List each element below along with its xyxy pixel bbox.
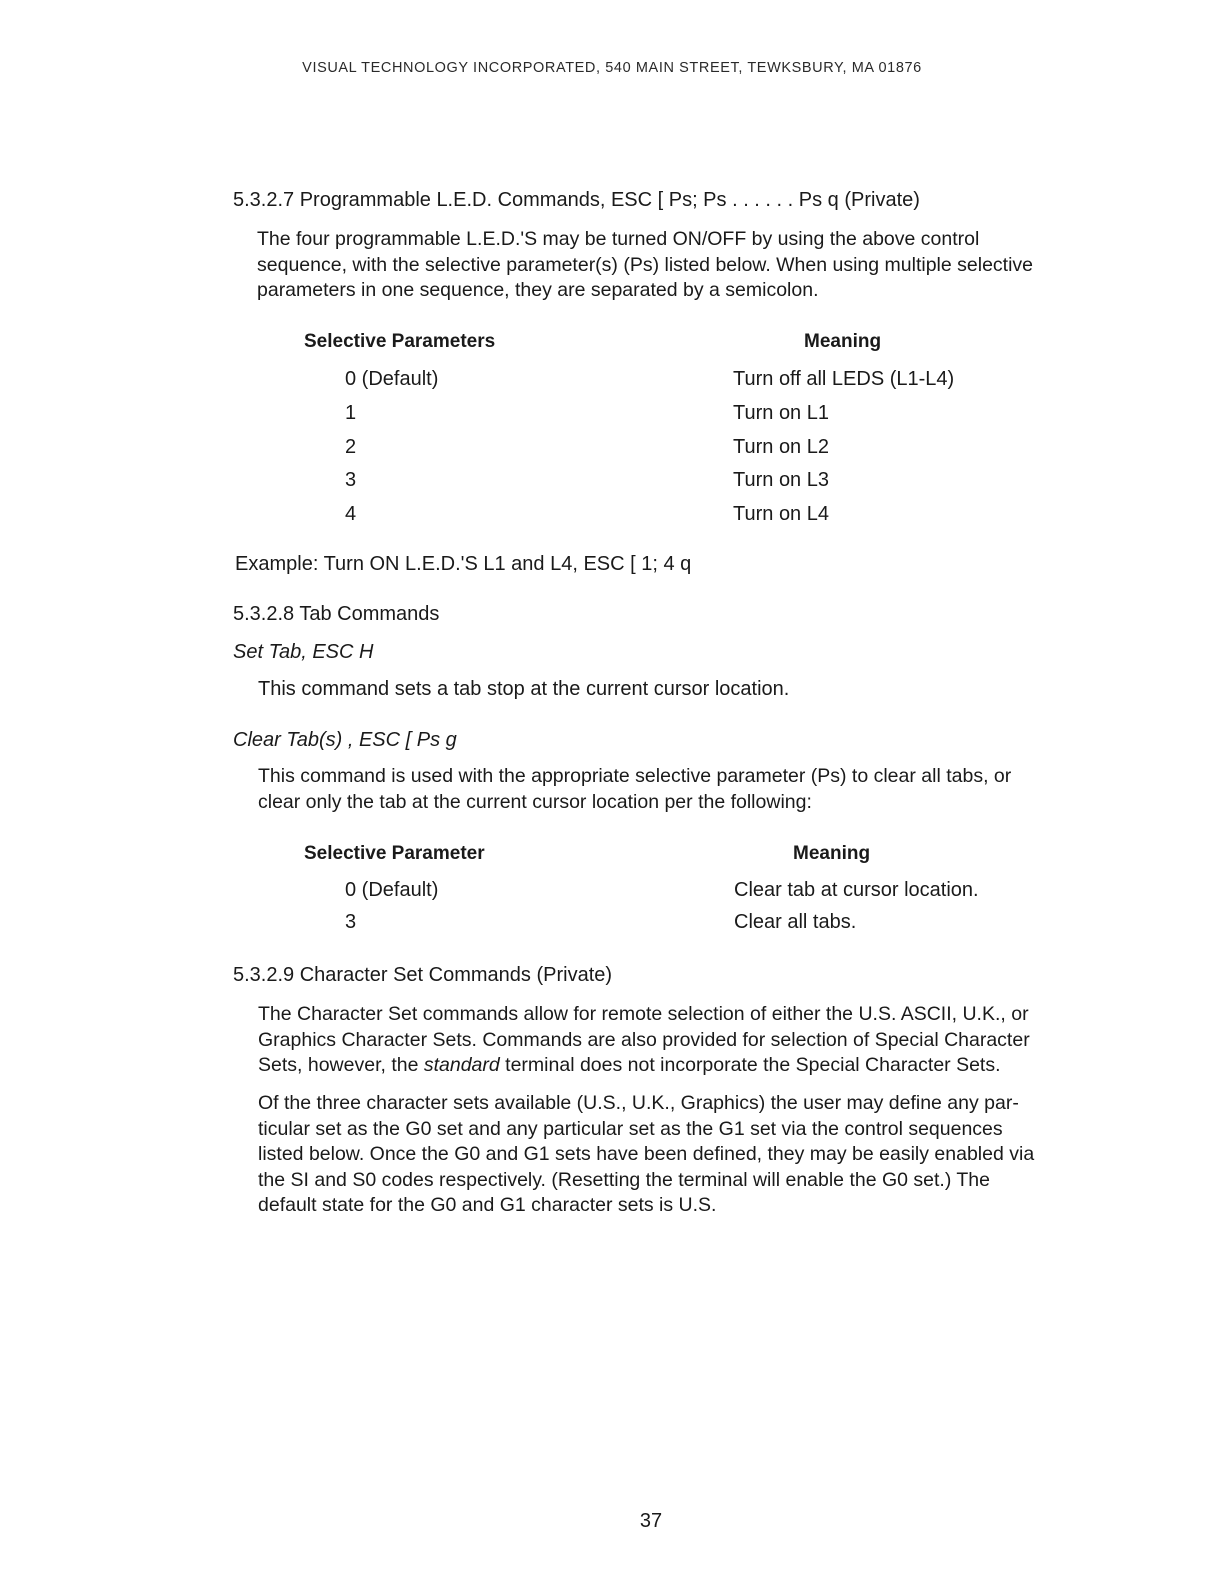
text-line: clear only the tab at the current cursor location per the following: (258, 790, 812, 813)
text-line: sequence, with the selective parameter(s) (Ps) listed below. When using multiple selective (257, 253, 1034, 276)
table-cell-parameter: 2 (345, 436, 357, 458)
text-line: The Character Set commands allow for remote selection of either the U.S. ASCII, U.K., or (258, 1003, 1029, 1025)
led-example: Example: Turn ON L.E.D.'S L1 and L4, ESC [ 1; 4 q (235, 553, 692, 575)
table-header-parameter: Selective Parameters (304, 331, 496, 352)
text-line: Of the three character sets available (U.S., U.K., Graphics) the user may define any par- (258, 1092, 1019, 1114)
table-header-meaning: Meaning (804, 331, 882, 352)
text-line: ticular set as the G0 set and any particular set as the G1 set via the control sequences (258, 1117, 1003, 1140)
table-cell-meaning: Turn off all LEDS (L1-L4) (733, 368, 955, 390)
section-title-charset: 5.3.2.9 Character Set Commands (Private) (233, 964, 613, 986)
section-title-tab: 5.3.2.8 Tab Commands (233, 603, 440, 625)
text-line: the SI and S0 codes respectively. (Resetting the terminal will enable the G0 set.) The (258, 1168, 990, 1191)
text-line: This command is used with the appropriate selective parameter (Ps) to clear all tabs, or (258, 765, 1012, 787)
clear-tab-title: Clear Tab(s) , ESC [ Ps g (233, 729, 457, 751)
led-paragraph (257, 227, 1033, 304)
clear-tab-paragraph (258, 764, 1011, 815)
set-tab-text: This command sets a tab stop at the current cursor location. (258, 678, 790, 700)
table-cell-meaning: Clear all tabs. (734, 911, 857, 933)
set-tab-title: Set Tab, ESC H (233, 641, 374, 663)
emphasis-standard: standard (423, 1054, 500, 1076)
table-cell-parameter: 0 (Default) (345, 368, 439, 390)
table-cell-parameter: 3 (345, 911, 357, 933)
table-cell-meaning: Turn on L2 (733, 436, 829, 458)
table-cell-parameter: 1 (345, 402, 357, 424)
table-cell-meaning: Clear tab at cursor location. (734, 879, 979, 901)
table-cell-meaning: Turn on L4 (733, 503, 829, 525)
text-run: Sets, however, the (258, 1054, 424, 1076)
table-cell-parameter: 0 (Default) (345, 879, 439, 901)
charset-paragraph-1 (258, 1002, 1030, 1079)
text-line: The four programmable L.E.D.'S may be turned ON/OFF by using the above control (257, 228, 980, 250)
charset-paragraph-2 (258, 1091, 1034, 1219)
table-header-parameter: Selective Parameter (304, 843, 485, 864)
text-line: Graphics Character Sets. Commands are also provided for selection of Special Character (258, 1028, 1030, 1051)
text-run: terminal does not incorporate the Special Character Sets. (499, 1054, 1001, 1076)
table-header-meaning: Meaning (793, 843, 871, 864)
table-cell-parameter: 4 (345, 503, 357, 525)
table-cell-meaning: Turn on L3 (733, 469, 829, 491)
table-cell-meaning: Turn on L1 (733, 402, 829, 424)
text-line (258, 1053, 1030, 1079)
table-cell-parameter: 3 (345, 469, 357, 491)
text-line: parameters in one sequence, they are separated by a semicolon. (257, 279, 819, 301)
text-line: default state for the G0 and G1 character sets is U.S. (258, 1194, 717, 1216)
text-line: listed below. Once the G0 and G1 sets have been defined, they may be easily enabled via (258, 1143, 1035, 1165)
page-header: VISUAL TECHNOLOGY INCORPORATED, 540 MAIN STREET, TEWKSBURY, MA 01876 (302, 60, 922, 76)
section-title-led: 5.3.2.7 Programmable L.E.D. Commands, ESC [ Ps; Ps . . . . . . Ps q (Private) (233, 189, 920, 211)
page-number: 37 (639, 1510, 663, 1532)
